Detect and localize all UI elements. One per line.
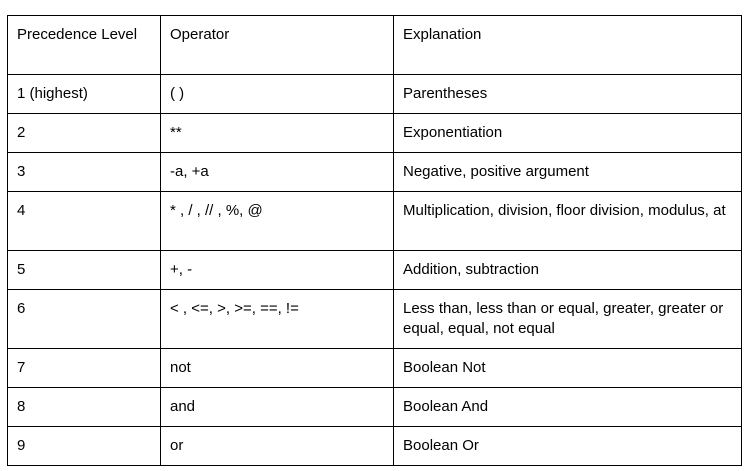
cell-operator: ** <box>161 114 394 153</box>
table-row <box>8 75 742 114</box>
cell-operator: and <box>161 388 394 427</box>
operator-precedence-table <box>7 15 742 466</box>
cell-operator: or <box>161 427 394 466</box>
cell-level: 2 <box>8 114 161 153</box>
header-operator: Operator <box>161 16 394 75</box>
cell-level: 5 <box>8 251 161 290</box>
header-explanation: Explanation <box>394 16 742 75</box>
cell-explanation: Negative, positive argument <box>394 153 742 192</box>
cell-level: 1 (highest) <box>8 75 161 114</box>
cell-level: 8 <box>8 388 161 427</box>
cell-level: 9 <box>8 427 161 466</box>
table-header-row <box>8 16 742 75</box>
table-row <box>8 388 742 427</box>
cell-operator: +, - <box>161 251 394 290</box>
cell-level: 7 <box>8 349 161 388</box>
cell-explanation: Boolean Not <box>394 349 742 388</box>
cell-explanation: Boolean Or <box>394 427 742 466</box>
cell-operator: not <box>161 349 394 388</box>
cell-level: 3 <box>8 153 161 192</box>
table-row <box>8 349 742 388</box>
cell-explanation: Addition, subtraction <box>394 251 742 290</box>
cell-explanation: Multiplication, division, floor division, modulus, at <box>394 192 742 251</box>
cell-operator: < , <=, >, >=, ==, != <box>161 290 394 349</box>
table-row <box>8 427 742 466</box>
cell-explanation: Boolean And <box>394 388 742 427</box>
cell-explanation: Parentheses <box>394 75 742 114</box>
cell-explanation: Less than, less than or equal, greater, greater or equal, equal, not equal <box>394 290 742 349</box>
cell-level: 6 <box>8 290 161 349</box>
cell-operator: -a, +a <box>161 153 394 192</box>
table-row <box>8 153 742 192</box>
cell-level: 4 <box>8 192 161 251</box>
table-row <box>8 114 742 153</box>
table-row <box>8 192 742 251</box>
table-row <box>8 290 742 349</box>
cell-explanation: Exponentiation <box>394 114 742 153</box>
table-row <box>8 251 742 290</box>
header-precedence-level: Precedence Level <box>8 16 161 75</box>
cell-operator: ( ) <box>161 75 394 114</box>
cell-operator: * , / , // , %, @ <box>161 192 394 251</box>
